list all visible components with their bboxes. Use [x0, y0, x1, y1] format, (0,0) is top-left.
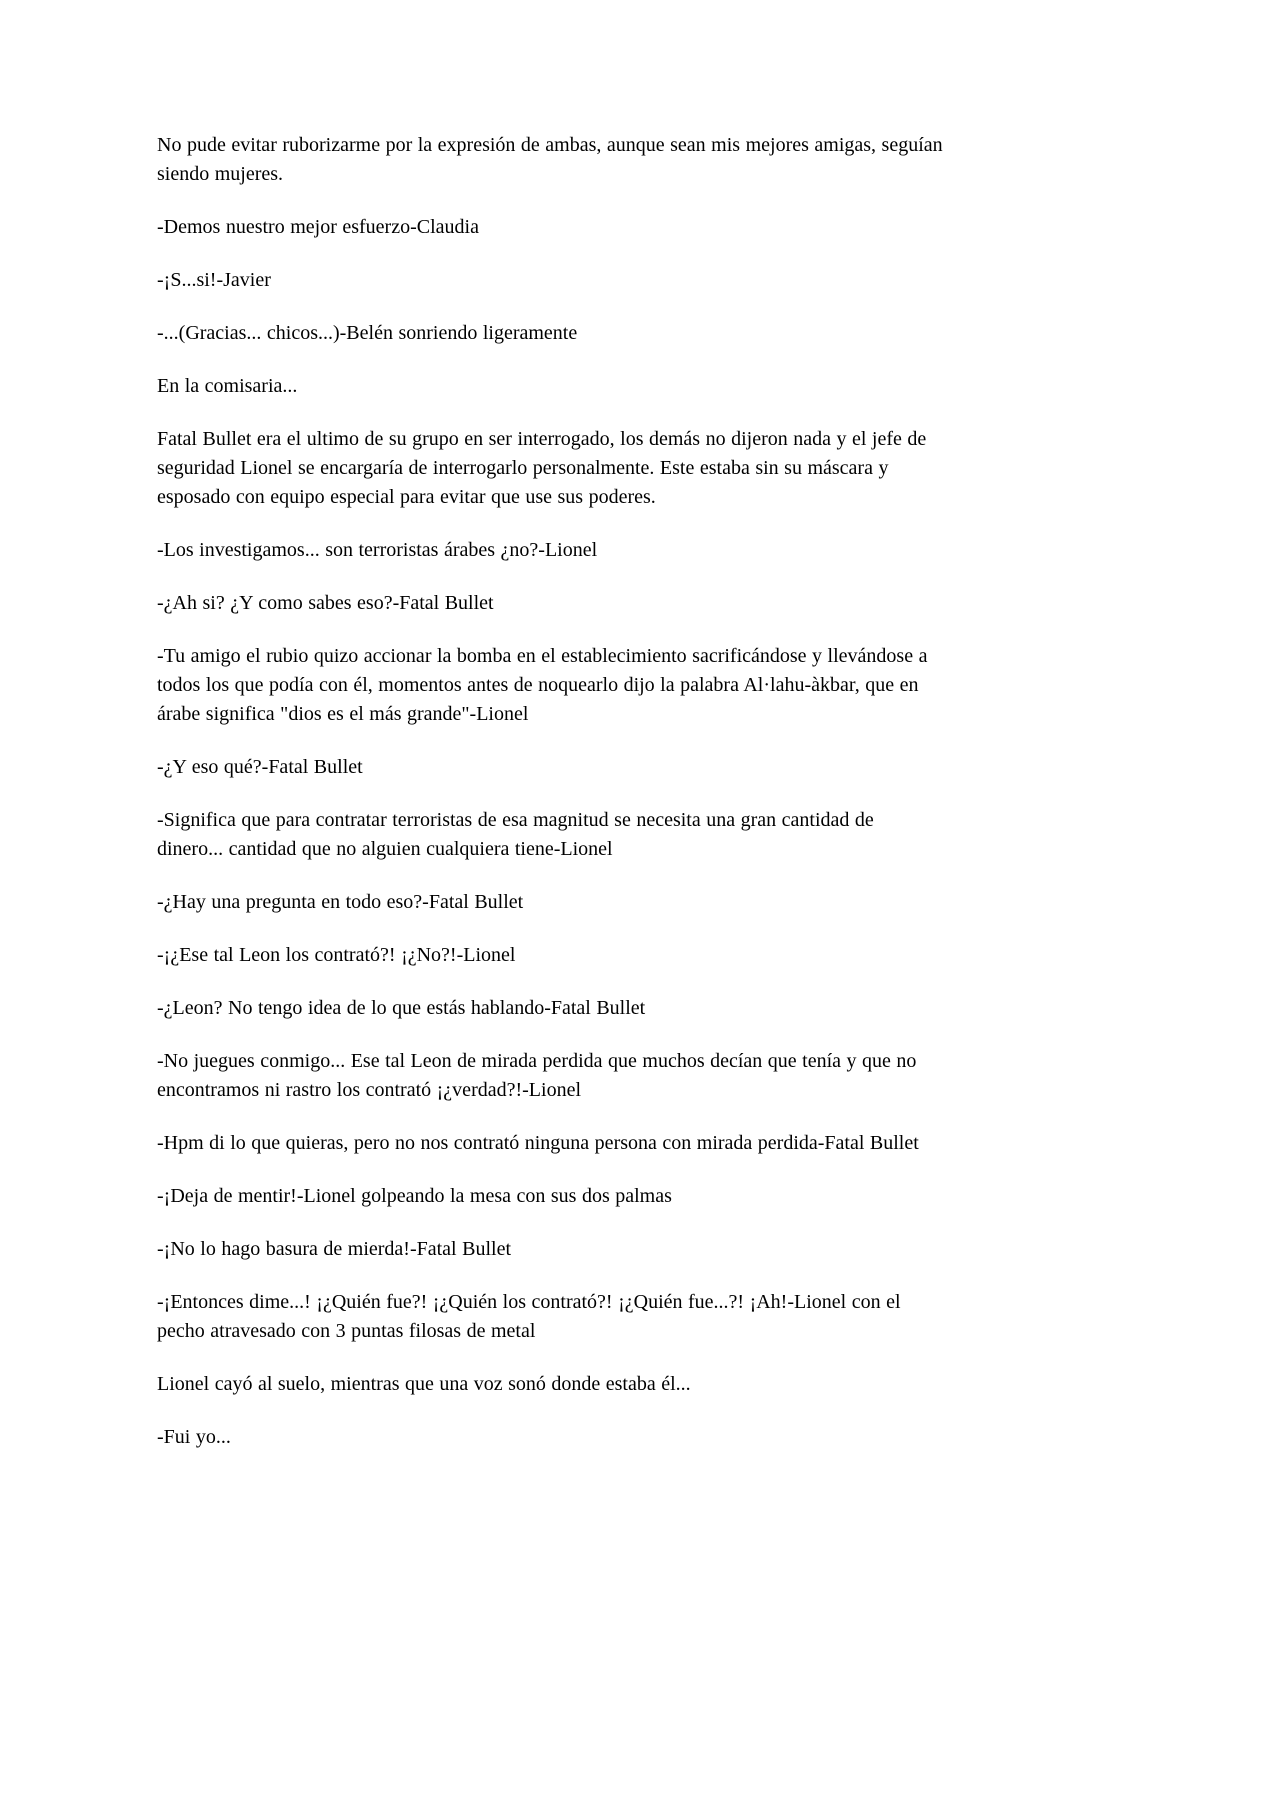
paragraph: No pude evitar ruborizarme por la expresión de ambas, aunque sean mis mejores amigas, seguían siendo mujeres. [157, 134, 943, 185]
paragraph: -¡Entonces dime...! ¡¿Quién fue?! ¡¿Quién los contrató?! ¡¿Quién fue...?! ¡Ah!-Lionel con el pecho atravesado con 3 puntas filosas de metal [157, 1291, 901, 1342]
paragraph: -...(Gracias... chicos...)-Belén sonriendo ligeramente [157, 322, 578, 344]
paragraph: -Demos nuestro mejor esfuerzo-Claudia [157, 216, 479, 238]
paragraph: En la comisaria... [157, 375, 298, 397]
paragraph: -¿Hay una pregunta en todo eso?-Fatal Bullet [157, 891, 524, 913]
document-content [157, 131, 945, 1452]
paragraph: -Tu amigo el rubio quizo accionar la bomba en el establecimiento sacrificándose y llevándose a todos los que podía con él, momentos antes de noquearlo dijo la palabra Al·lahu-àkbar, que en árabe significa "dios es el más grande"-Lionel [157, 645, 928, 725]
paragraph: -Fui yo... [157, 1426, 231, 1448]
paragraph: -Hpm di lo que quieras, pero no nos contrató ninguna persona con mirada perdida-Fatal Bullet [157, 1132, 919, 1154]
paragraph: -¿Ah si? ¿Y como sabes eso?-Fatal Bullet [157, 592, 494, 614]
paragraph: Lionel cayó al suelo, mientras que una voz sonó donde estaba él... [157, 1373, 691, 1395]
paragraph: -¡No lo hago basura de mierda!-Fatal Bullet [157, 1238, 511, 1260]
paragraph: Fatal Bullet era el ultimo de su grupo en ser interrogado, los demás no dijeron nada y el jefe de seguridad Lionel se encargaría de interrogarlo personalmente. Este estaba sin su máscara y esposado con equipo especial para evitar que use sus poderes. [157, 428, 927, 508]
paragraph: -¡S...si!-Javier [157, 269, 271, 291]
paragraph: -No juegues conmigo... Ese tal Leon de mirada perdida que muchos decían que tenía y que no encontramos ni rastro los contrató ¡¿verdad?!-Lionel [157, 1050, 917, 1101]
paragraph: -Los investigamos... son terroristas árabes ¿no?-Lionel [157, 539, 598, 561]
paragraph: -¿Y eso qué?-Fatal Bullet [157, 756, 363, 778]
paragraph: -¡¿Ese tal Leon los contrató?! ¡¿No?!-Lionel [157, 944, 516, 966]
paragraph: -¡Deja de mentir!-Lionel golpeando la mesa con sus dos palmas [157, 1185, 672, 1207]
paragraph: -Significa que para contratar terroristas de esa magnitud se necesita una gran cantidad de dinero... cantidad que no alguien cualquiera tiene-Lionel [157, 809, 874, 860]
paragraph: -¿Leon? No tengo idea de lo que estás hablando-Fatal Bullet [157, 997, 646, 1019]
